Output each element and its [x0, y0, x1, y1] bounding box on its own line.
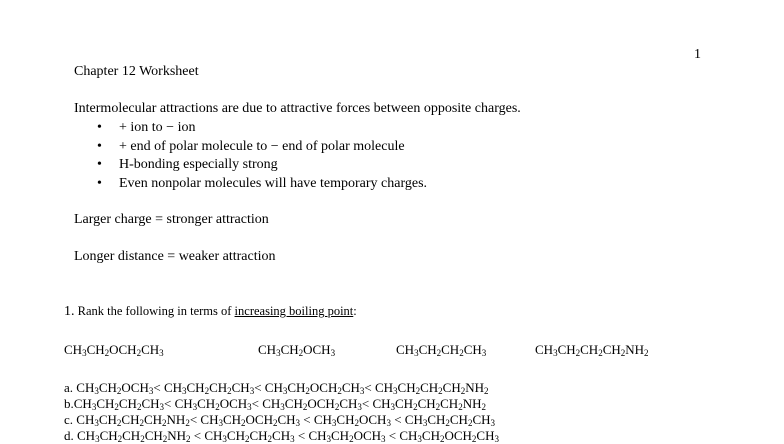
- bullet-item: • + ion to − ion: [74, 119, 427, 138]
- compound-1: $CH_3CH_2OCH_2CH_3$: [64, 342, 164, 358]
- question-1: [64, 304, 357, 320]
- answer-formula: $CH_3CH_2CH_2CH_2NH_2< CH_3CH_2OCH_2CH_3 < CH_3CH_2OCH_3 < CH_3CH_2CH_2CH_3$: [76, 412, 496, 428]
- answer-choice-d[interactable]: [64, 428, 499, 444]
- answer-choice-a[interactable]: [64, 380, 499, 396]
- bullet-item: • + end of polar molecule to − end of polar molecule: [74, 138, 427, 157]
- compound-4: $CH_3CH_2CH_2CH_2NH_2$: [535, 342, 649, 358]
- question-number: 1.: [64, 304, 75, 319]
- answer-label: c.: [64, 412, 74, 427]
- answer-label: d.: [64, 428, 74, 443]
- answer-label: b.: [64, 396, 74, 411]
- bullet-item: • Even nonpolar molecules will have temporary charges.: [74, 175, 427, 194]
- question-emphasis: increasing boiling point: [234, 304, 354, 318]
- rule-larger-charge: Larger charge = stronger attraction: [74, 212, 269, 227]
- answer-formula: $CH_3CH_2CH_2CH_2NH_2 < CH_3CH_2CH_2CH_3 < CH_3CH_2OCH_3 < CH_3CH_2OCH_2CH_3$: [77, 428, 499, 444]
- question-suffix: :: [353, 304, 357, 318]
- worksheet-title: Chapter 12 Worksheet: [74, 64, 199, 79]
- intro-text: Intermolecular attractions are due to attractive forces between opposite charges.: [74, 101, 521, 116]
- answer-choices: [64, 380, 499, 444]
- answer-formula: $CH_3CH_2CH_2CH_3< CH_3CH_2OCH_3< CH_3CH_2OCH_2CH_3< CH_3CH_2CH_2CH_2NH_2$: [73, 396, 486, 412]
- rule-longer-distance: Longer distance = weaker attraction: [74, 249, 276, 264]
- answer-label: a.: [64, 380, 74, 395]
- compound-3: $CH_3CH_2CH_2CH_3$: [396, 342, 487, 358]
- answer-formula: $CH_3CH_2OCH_3< CH_3CH_2CH_2CH_3< CH_3CH_2OCH_2CH_3< CH_3CH_2CH_2CH_2NH_2$: [76, 380, 489, 396]
- bullet-item: • H-bonding especially strong: [74, 156, 427, 175]
- answer-choice-c[interactable]: [64, 412, 499, 428]
- bullet-list: [74, 119, 427, 193]
- page-number: 1: [694, 47, 701, 62]
- compound-2: $CH_3CH_2OCH_3$: [258, 342, 336, 358]
- answer-choice-b[interactable]: [64, 396, 499, 412]
- question-prefix: Rank the following in terms of: [77, 304, 235, 318]
